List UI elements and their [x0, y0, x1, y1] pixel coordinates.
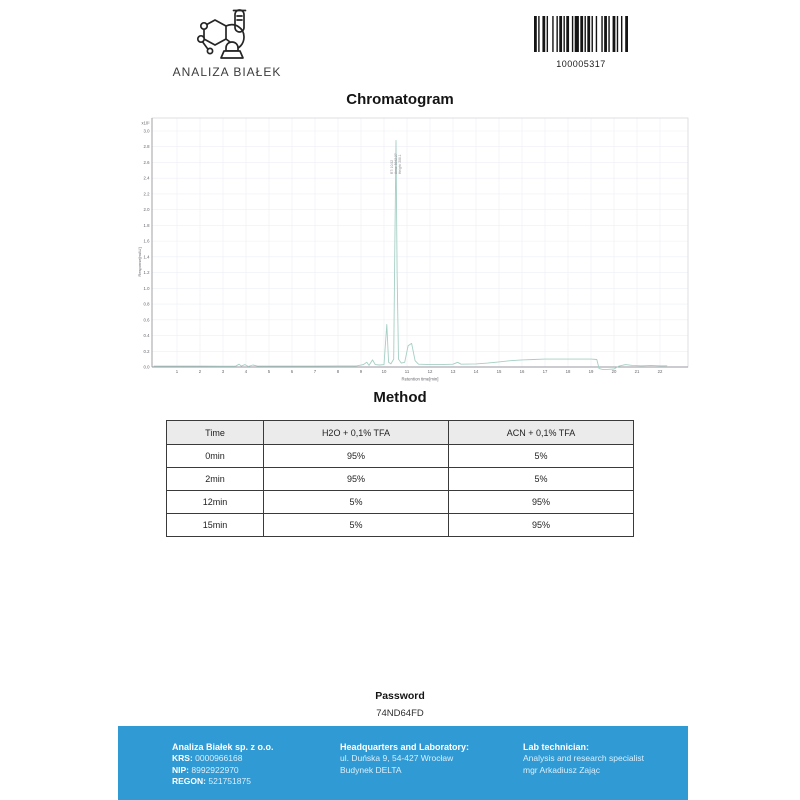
password-section: [0, 690, 800, 719]
method-header-cell: Time: [167, 421, 264, 445]
svg-text:10: 10: [381, 369, 387, 374]
svg-text:0.0: 0.0: [143, 364, 150, 370]
company-nip: NIP: 8992922970: [172, 764, 239, 775]
svg-text:1: 1: [175, 369, 179, 374]
svg-text:x10²: x10²: [141, 120, 150, 126]
svg-text:1.0: 1.0: [143, 285, 150, 291]
method-table: [166, 420, 634, 537]
headquarters-address: ul. Duńska 9, 54-427 Wrocław: [340, 753, 454, 763]
method-cell: 95%: [449, 491, 634, 514]
method-cell: 15min: [167, 514, 264, 537]
svg-text:11: 11: [404, 369, 410, 374]
svg-text:9: 9: [359, 369, 363, 374]
barcode-image: [534, 16, 628, 52]
svg-text:0.2: 0.2: [143, 348, 150, 354]
method-cell: 95%: [264, 445, 449, 468]
method-table-row: [167, 468, 634, 491]
svg-text:16: 16: [519, 369, 525, 374]
svg-text:6: 6: [290, 369, 294, 374]
svg-text:2.4: 2.4: [143, 175, 150, 181]
technician-role: Analysis and research specialist: [523, 753, 644, 763]
headquarters-heading: Headquarters and Laboratory:: [340, 742, 470, 752]
method-table-body: [167, 445, 634, 537]
method-table-row: [167, 514, 634, 537]
svg-text:20: 20: [611, 369, 617, 374]
company-name: Analiza Białek sp. z o.o.: [172, 742, 274, 752]
svg-text:0.4: 0.4: [143, 333, 150, 339]
method-cell: 95%: [264, 468, 449, 491]
method-table-row: [167, 445, 634, 468]
svg-text:Area: 5942.27: Area: 5942.27: [394, 153, 398, 174]
barcode: [533, 16, 629, 69]
svg-text:Height: 288.1: Height: 288.1: [398, 154, 402, 174]
method-cell: 95%: [449, 514, 634, 537]
technician-heading: Lab technician:: [523, 742, 590, 752]
method-header-cell: H2O + 0,1% TFA: [264, 421, 449, 445]
company-regon: REGON: 521751875: [172, 776, 251, 786]
technician-name: mgr Arkadiusz Zając: [523, 764, 600, 775]
svg-text:18: 18: [565, 369, 571, 374]
svg-text:15: 15: [496, 369, 502, 374]
headquarters-building: Budynek DELTA: [340, 764, 402, 775]
svg-text:2.8: 2.8: [143, 144, 150, 150]
password-value: 74ND64FD: [376, 708, 424, 719]
svg-text:17: 17: [542, 369, 548, 374]
molecule-microscope-icon: [188, 6, 266, 62]
logo: [166, 6, 288, 79]
svg-text:2.0: 2.0: [143, 207, 150, 213]
svg-text:1.4: 1.4: [143, 254, 150, 260]
footer-technician-column: [523, 741, 644, 776]
method-table-header-row: [167, 421, 634, 445]
svg-text:5: 5: [267, 369, 271, 374]
method-cell: 5%: [264, 491, 449, 514]
password-label: Password: [375, 690, 425, 702]
svg-text:2: 2: [198, 369, 202, 374]
svg-text:13: 13: [450, 369, 456, 374]
svg-text:4: 4: [244, 369, 248, 374]
method-cell: 12min: [167, 491, 264, 514]
svg-text:RT: 10.52: RT: 10.52: [390, 159, 394, 174]
svg-text:2.2: 2.2: [143, 191, 150, 197]
brand-name: ANALIZA BIAŁEK: [172, 65, 282, 79]
svg-text:19: 19: [588, 369, 594, 374]
method-cell: 5%: [449, 468, 634, 491]
svg-text:0.8: 0.8: [143, 301, 150, 307]
svg-text:1.2: 1.2: [143, 270, 150, 276]
svg-text:Response[mAU]: Response[mAU]: [137, 247, 142, 277]
svg-text:2.6: 2.6: [143, 159, 150, 165]
svg-text:1.8: 1.8: [143, 222, 150, 228]
method-title: Method: [373, 389, 427, 406]
method-table-row: [167, 491, 634, 514]
method-header-cell: ACN + 0,1% TFA: [449, 421, 634, 445]
svg-text:21: 21: [634, 369, 640, 374]
svg-text:12: 12: [427, 369, 433, 374]
svg-text:1.6: 1.6: [143, 238, 150, 244]
svg-text:3.0: 3.0: [143, 128, 150, 134]
method-cell: 0min: [167, 445, 264, 468]
footer-address-column: [340, 741, 469, 776]
svg-text:0.6: 0.6: [143, 317, 150, 323]
method-cell: 5%: [264, 514, 449, 537]
svg-text:Retention time[min]: Retention time[min]: [401, 376, 439, 382]
svg-text:7: 7: [313, 369, 317, 374]
company-krs: KRS: 0000966168: [172, 753, 243, 763]
footer: [118, 726, 688, 800]
svg-text:22: 22: [657, 369, 663, 374]
svg-text:8: 8: [336, 369, 340, 374]
method-cell: 2min: [167, 468, 264, 491]
svg-text:14: 14: [473, 369, 479, 374]
barcode-number: 100005317: [556, 59, 606, 69]
footer-company-column: [172, 741, 274, 788]
chromatogram-chart: [136, 112, 692, 390]
method-cell: 5%: [449, 445, 634, 468]
chromatogram-title: Chromatogram: [346, 91, 454, 108]
svg-text:3: 3: [221, 369, 225, 374]
